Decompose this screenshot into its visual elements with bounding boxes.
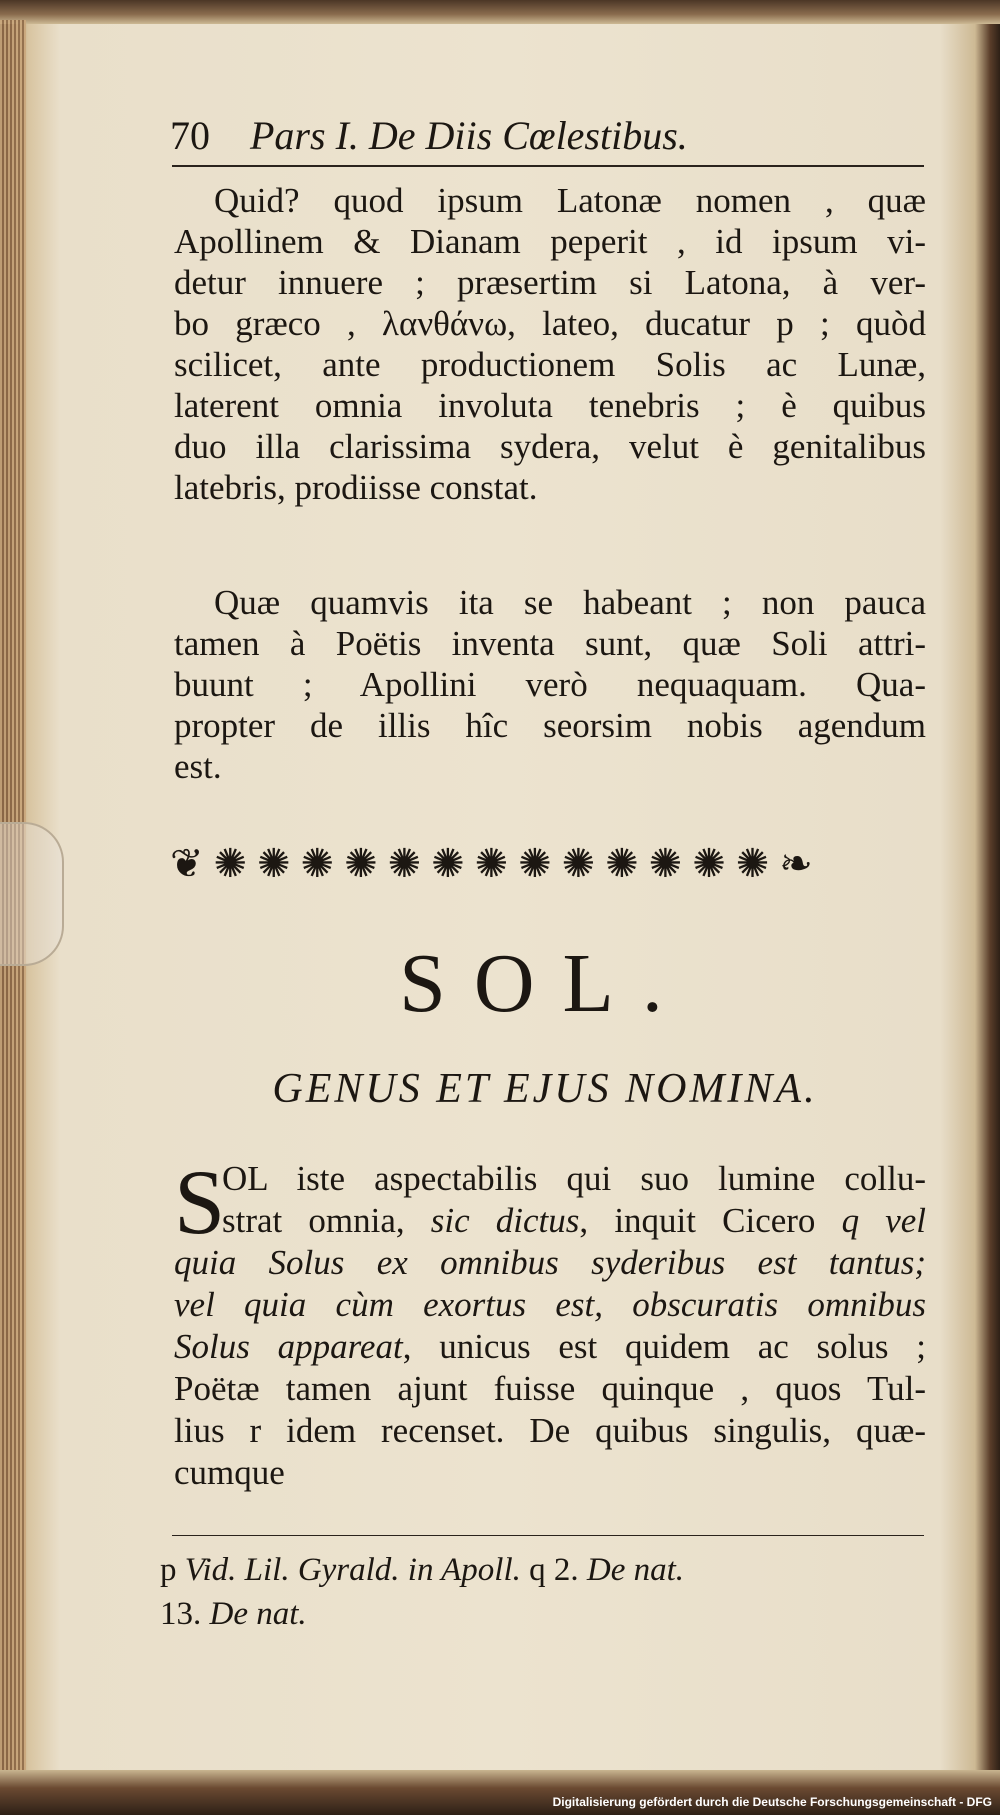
text-line: duo illa clarissima sydera, velut è genitalibus [174, 427, 926, 466]
italic-quote: sic dictus [430, 1201, 580, 1240]
section-subtitle: GENUS ET EJUS NOMINA. [272, 1066, 818, 1112]
running-header [170, 112, 930, 160]
header-rule [172, 165, 924, 167]
text-line [174, 1200, 926, 1242]
text-line: Poëtæ tamen ajunt fuisse quinque , quos Tul- [174, 1369, 926, 1408]
text-line [174, 1326, 926, 1368]
footnotes [160, 1548, 920, 1636]
italic-quote: Solus appareat [174, 1327, 403, 1366]
footnote-ref: De nat. [209, 1596, 307, 1632]
page-number: 70 [170, 113, 210, 158]
digitization-credit: Digitalisierung gefördert durch die Deutsche Forschungsgemeinschaft - DFG [552, 1795, 992, 1809]
italic-quote: q vel [841, 1201, 927, 1240]
text-run: , inquit Cicero [579, 1201, 842, 1240]
catchword: cumque [174, 1453, 285, 1492]
text-line: detur innuere ; præsertim si Latona, à ver- [174, 263, 926, 302]
text-run: strat omnia, [222, 1201, 431, 1240]
text-line: est. [174, 747, 222, 786]
paragraph-latona [174, 180, 926, 508]
text-line: lius r idem recenset. De quibus singulis, quæ- [174, 1411, 926, 1450]
text-line: Apollinem & Dianam peperit , id ipsum vi- [174, 222, 926, 261]
footnote-ref: De nat. [586, 1552, 685, 1588]
drop-cap: S [174, 1151, 226, 1253]
ornamental-border: ❦ ✺ ✺ ✺ ✺ ✺ ✺ ✺ ✺ ✺ ✺ ✺ ✺ ✺ ❧ [170, 840, 813, 886]
footnote-marker: p [160, 1552, 185, 1588]
footnote-marker: q 2. [520, 1552, 587, 1588]
footnote-rule [172, 1535, 924, 1536]
running-title: Pars I. De Diis Cœlestibus. [250, 113, 688, 158]
footnote-line [160, 1548, 920, 1592]
text-line: buunt ; Apollini verò nequaquam. Qua- [174, 665, 926, 704]
text-line: scilicet, ante productionem Solis ac Lunæ, [174, 345, 926, 384]
text-line: OL iste aspectabilis qui suo lumine collu- [222, 1159, 926, 1198]
footnote-marker: 13. [160, 1596, 210, 1632]
text-line: laterent omnia involuta tenebris ; è quibus [174, 386, 926, 425]
section-title: SOL. [399, 937, 691, 1030]
footnote-ref: Vid. Lil. Gyrald. in Apoll. [184, 1552, 521, 1588]
page-content [160, 0, 930, 1815]
paragraph-poetae [174, 582, 926, 787]
text-line: vel quia cùm exortus est, obscuratis omnibus [174, 1285, 926, 1324]
text-line: Quid? quod ipsum Latonæ nomen , quæ [214, 181, 926, 220]
text-line: Quæ quamvis ita se habeant ; non pauca [214, 583, 926, 622]
text-line: latebris, prodiisse constat. [174, 468, 538, 507]
page-clip [0, 822, 64, 966]
text-line: propter de illis hîc seorsim nobis agendum [174, 706, 926, 745]
sol-paragraph [174, 1151, 927, 1494]
text-line: bo græco , λανθάνω, lateo, ducatur p ; quòd [174, 304, 926, 343]
text-line: quia Solus ex omnibus syderibus est tantus; [174, 1243, 926, 1282]
text-line: tamen à Poëtis inventa sunt, quæ Soli attri- [174, 624, 926, 663]
text-run: , unicus est quidem ac solus ; [402, 1327, 926, 1366]
footnote-line [160, 1592, 920, 1636]
